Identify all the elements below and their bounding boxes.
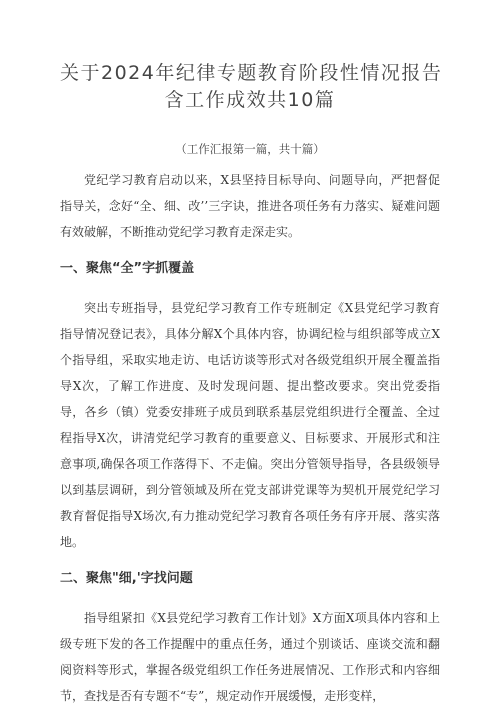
section-1-paragraph: 突出专班指导，县党纪学习教育工作专班制定《X县党纪学习教育指导情况登记表》，具体分解X个具体内容，协调纪检与组织部等成立X个指导组，采取实地走访、电话访谈等形式对各级党组织开展全覆盖指导X次，了解工作进度、及时发现问题、提出整改要求。突出党委指导，各乡（镇）党委安排班子成员到联系基层党组织进行全覆盖、全过程指导X次，讲清党纪学习教育的重要意义、目标要求、开展形式和注意事项,确保各项工作落得下、不走偏。突出分管领导指导，各县级领导以到基层调研，到分管领域及所在党支部讲党课等为契机开展党纪学习教育督促指导X场次,有力推动党纪学习教育各项任务有序开展、落实落地。: [60, 301, 440, 549]
document-title: [60, 60, 443, 114]
section-2-heading: 二、聚焦"细,'字找问题: [60, 571, 193, 586]
intro-paragraph: 党纪学习教育启动以来，X县坚持目标导向、问题导向，严把督促指导关，念好“全、细、改’’三字诀，推进各项任务有力落实、疑难问题有效破解，不断推动党纪学习教育走深走实。: [60, 173, 440, 239]
section-1-heading: 一、聚焦“全”字抓覆盖: [60, 261, 195, 276]
document-subtitle: （工作汇报第一篇，共十篇）: [175, 142, 325, 156]
title-line-2: 含工作成效共10篇: [164, 89, 336, 111]
title-line-1: 关于2024年纪律专题教育阶段性情况报告: [60, 62, 443, 84]
section-2-paragraph: 指导组紧扣《X县党纪学习教育工作计划》X方面X项具体内容和上级专班下发的各工作提醒中的重点任务，通过个别谈话、座谈交流和翻阅资料等形式，掌握各级党组织工作任务进展情况、工作形式和内容细节，查找是否有专题不“专”，规定动作开展缓慢，走形变样，: [60, 611, 440, 703]
